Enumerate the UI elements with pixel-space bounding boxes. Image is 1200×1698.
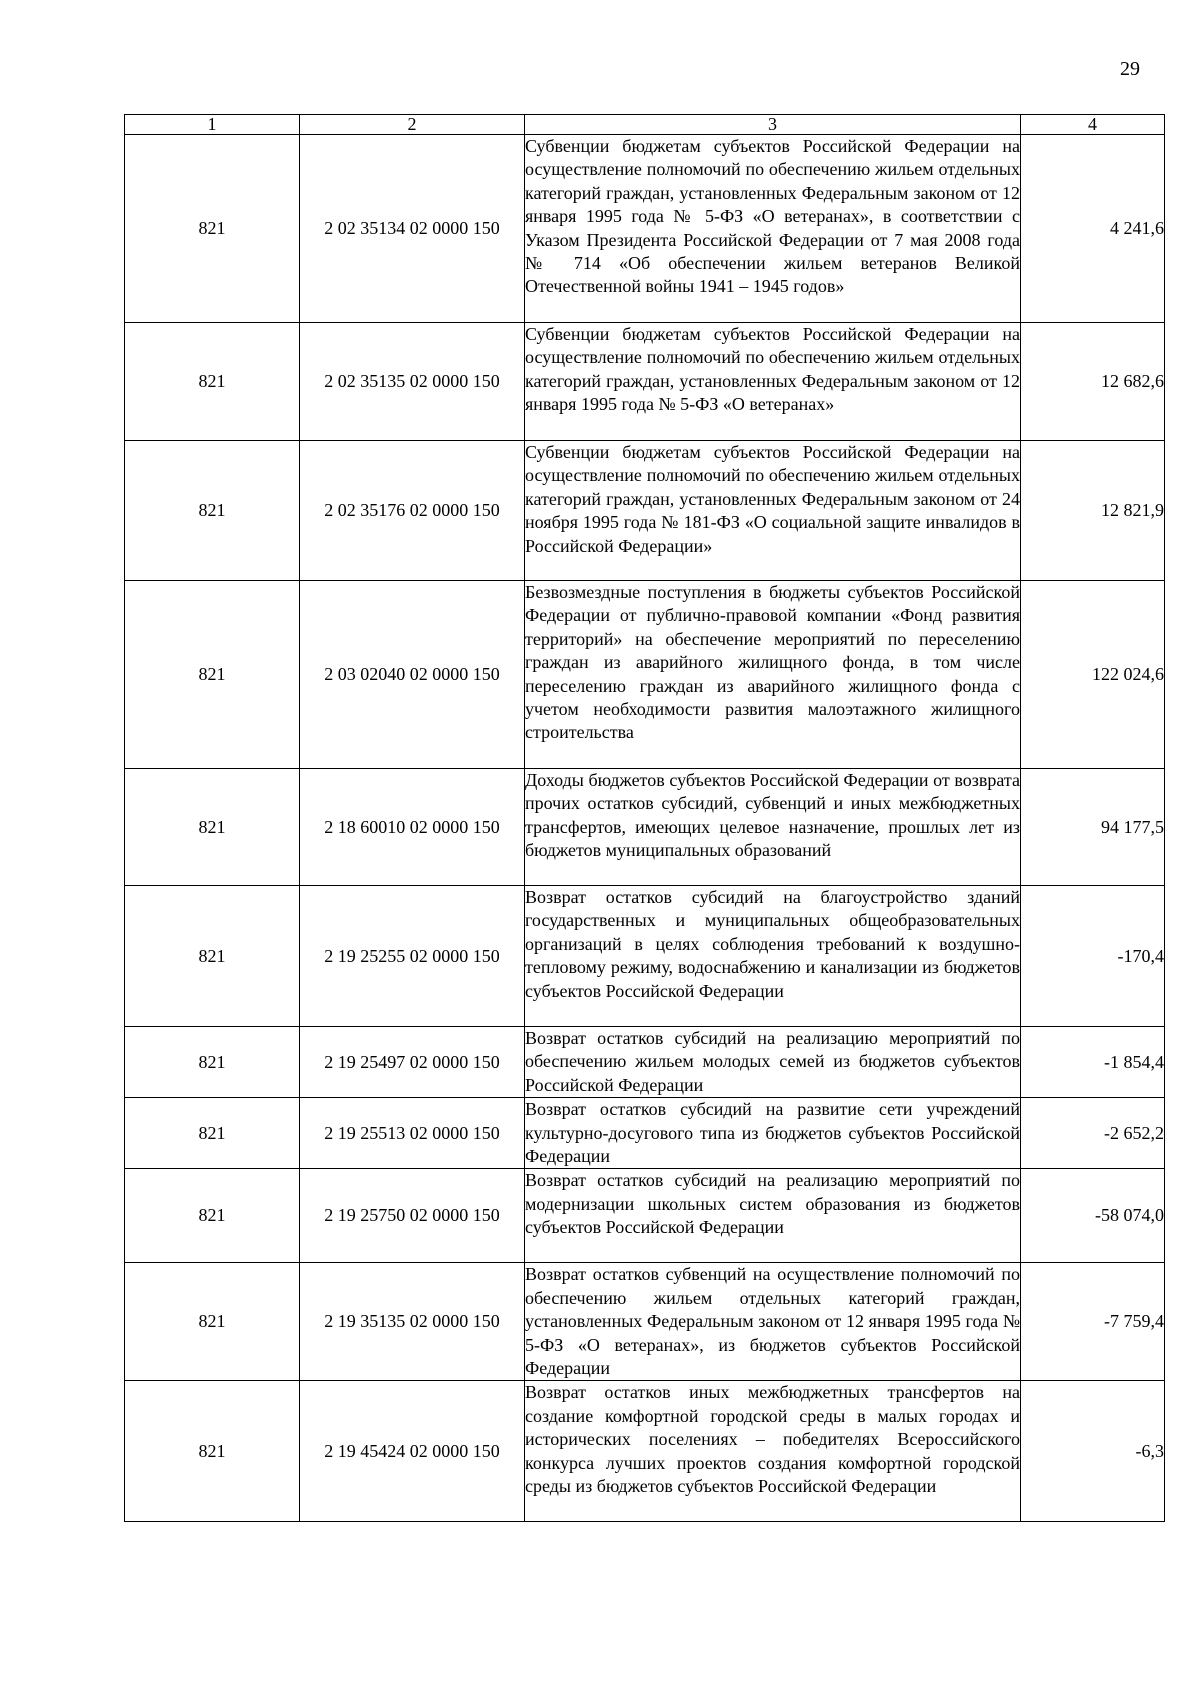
admin-code-cell: 821 [125, 135, 300, 323]
column-header: 1 [125, 115, 300, 135]
amount-cell: 94 177,5 [1021, 769, 1165, 886]
table-header-row [125, 115, 1165, 135]
admin-code-cell: 821 [125, 1027, 300, 1098]
table-row [125, 441, 1165, 581]
table-row [125, 135, 1165, 323]
description-cell: Субвенции бюджетам субъектов Российской Федерации на осуществление полномочий по обеспечению жильем отдельных категорий граждан, установленных Федеральным законом от 24 ноября 1995 года № 181-ФЗ «О социальной защите инвалидов в Российской Федерации» [525, 441, 1021, 581]
description-cell: Субвенции бюджетам субъектов Российской Федерации на осуществление полномочий по обеспечению жильем отдельных категорий граждан, установленных Федеральным законом от 12 января 1995 года № 5-ФЗ «О ветеранах», в соответствии с Указом Президента Российской Федерации от 7 мая 2008 года № 714 «Об обеспечении жильем ветеранов Великой Отечественной войны 1941 – 1945 годов» [525, 135, 1021, 323]
description-cell: Возврат остатков субсидий на реализацию мероприятий по обеспечению жильем молодых семей из бюджетов субъектов Российской Федерации [525, 1027, 1021, 1098]
budget-code-cell: 2 02 35134 02 0000 150 [300, 135, 525, 323]
table-row [125, 1098, 1165, 1169]
table-row [125, 1381, 1165, 1522]
budget-code-cell: 2 19 35135 02 0000 150 [300, 1263, 525, 1381]
admin-code-cell: 821 [125, 323, 300, 441]
column-header: 2 [300, 115, 525, 135]
budget-code-cell: 2 19 45424 02 0000 150 [300, 1381, 525, 1522]
amount-cell: -6,3 [1021, 1381, 1165, 1522]
table-row [125, 886, 1165, 1027]
table-row [125, 581, 1165, 769]
table-row [125, 1263, 1165, 1381]
amount-cell: -2 652,2 [1021, 1098, 1165, 1169]
budget-table [124, 114, 1165, 1522]
budget-code-cell: 2 02 35135 02 0000 150 [300, 323, 525, 441]
budget-code-cell: 2 03 02040 02 0000 150 [300, 581, 525, 769]
budget-code-cell: 2 19 25255 02 0000 150 [300, 886, 525, 1027]
description-cell: Субвенции бюджетам субъектов Российской Федерации на осуществление полномочий по обеспечению жильем отдельных категорий граждан, установленных Федеральным законом от 12 января 1995 года № 5-ФЗ «О ветеранах» [525, 323, 1021, 441]
admin-code-cell: 821 [125, 886, 300, 1027]
admin-code-cell: 821 [125, 441, 300, 581]
column-header: 4 [1021, 115, 1165, 135]
admin-code-cell: 821 [125, 1381, 300, 1522]
description-cell: Возврат остатков субвенций на осуществление полномочий по обеспечению жильем отдельных категорий граждан, установленных Федеральным законом от 12 января 1995 года № 5-ФЗ «О ветеранах», из бюджетов субъектов Российской Федерации [525, 1263, 1021, 1381]
budget-code-cell: 2 02 35176 02 0000 150 [300, 441, 525, 581]
table-row [125, 1027, 1165, 1098]
amount-cell: -170,4 [1021, 886, 1165, 1027]
budget-code-cell: 2 19 25497 02 0000 150 [300, 1027, 525, 1098]
admin-code-cell: 821 [125, 581, 300, 769]
description-cell: Возврат остатков субсидий на благоустройство зданий государственных и муниципальных общеобразовательных организаций в целях соблюдения требований к воздушно-тепловому режиму, водоснабжению и канализации из бюджетов субъектов Российской Федерации [525, 886, 1021, 1027]
admin-code-cell: 821 [125, 1098, 300, 1169]
amount-cell: 4 241,6 [1021, 135, 1165, 323]
table-row [125, 323, 1165, 441]
admin-code-cell: 821 [125, 1263, 300, 1381]
budget-code-cell: 2 19 25513 02 0000 150 [300, 1098, 525, 1169]
amount-cell: 12 682,6 [1021, 323, 1165, 441]
page-number: 29 [1120, 58, 1140, 80]
budget-code-cell: 2 19 25750 02 0000 150 [300, 1169, 525, 1263]
amount-cell: -1 854,4 [1021, 1027, 1165, 1098]
amount-cell: 12 821,9 [1021, 441, 1165, 581]
description-cell: Возврат остатков субсидий на реализацию мероприятий по модернизации школьных систем образования из бюджетов субъектов Российской Федерации [525, 1169, 1021, 1263]
description-cell: Безвозмездные поступления в бюджеты субъектов Российской Федерации от публично-правовой компании «Фонд развития территорий» на обеспечение мероприятий по переселению граждан из аварийного жилищного фонда, в том числе переселению граждан из аварийного жилищного фонда с учетом необходимости развития малоэтажного жилищного строительства [525, 581, 1021, 769]
amount-cell: 122 024,6 [1021, 581, 1165, 769]
admin-code-cell: 821 [125, 1169, 300, 1263]
admin-code-cell: 821 [125, 769, 300, 886]
table-row [125, 1169, 1165, 1263]
description-cell: Возврат остатков иных межбюджетных трансфертов на создание комфортной городской среды в малых городах и исторических поселениях – победителях Всероссийского конкурса лучших проектов создания комфортной городской среды из бюджетов субъектов Российской Федерации [525, 1381, 1021, 1522]
amount-cell: -7 759,4 [1021, 1263, 1165, 1381]
description-cell: Доходы бюджетов субъектов Российской Федерации от возврата прочих остатков субсидий, субвенций и иных межбюджетных трансфертов, имеющих целевое назначение, прошлых лет из бюджетов муниципальных образований [525, 769, 1021, 886]
description-cell: Возврат остатков субсидий на развитие сети учреждений культурно-досугового типа из бюджетов субъектов Российской Федерации [525, 1098, 1021, 1169]
amount-cell: -58 074,0 [1021, 1169, 1165, 1263]
budget-code-cell: 2 18 60010 02 0000 150 [300, 769, 525, 886]
column-header: 3 [525, 115, 1021, 135]
table-row [125, 769, 1165, 886]
